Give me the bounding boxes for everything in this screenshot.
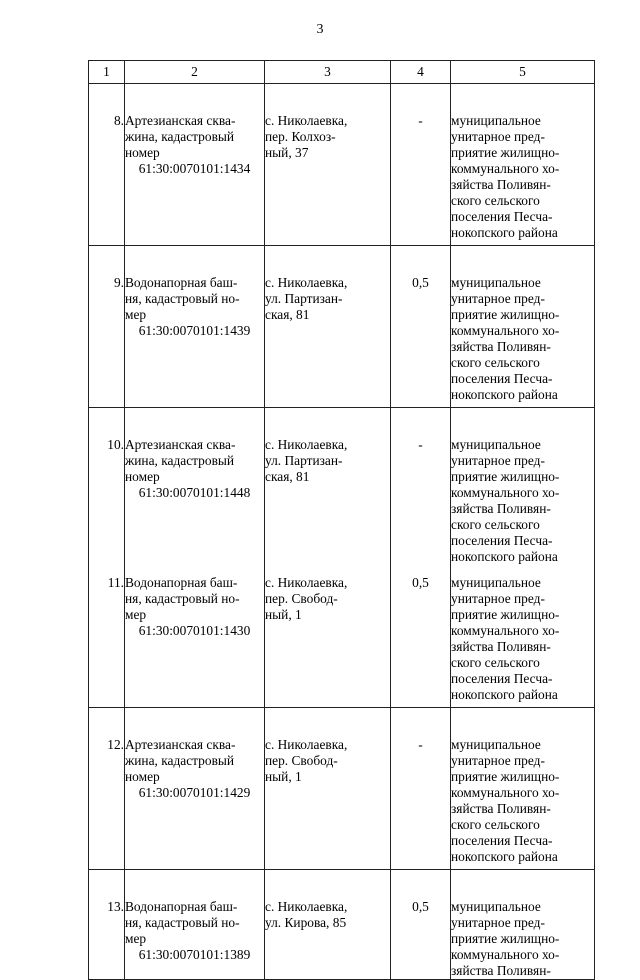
header-col-5: 5: [451, 61, 595, 84]
org-line: поселения Песча-: [451, 371, 553, 386]
object-value: 0,5: [391, 870, 451, 980]
address-line: с. Николаевка,: [265, 737, 348, 752]
address-line: ская, 81: [265, 307, 310, 322]
org-line: муниципальное: [451, 275, 541, 290]
org-line: унитарное пред-: [451, 129, 545, 144]
table-row: [89, 573, 595, 708]
name-line: жина, кадастровый: [125, 453, 235, 468]
object-address: [265, 246, 391, 408]
address-line: ская, 81: [265, 469, 310, 484]
address-line: ный, 1: [265, 769, 302, 784]
object-name: [125, 408, 265, 574]
table-row: [89, 246, 595, 408]
object-name: [125, 84, 265, 246]
holder-organization: [451, 246, 595, 408]
table-row: [89, 408, 595, 574]
org-line: ского сельского: [451, 355, 540, 370]
org-line: унитарное пред-: [451, 915, 545, 930]
row-number: 12.: [89, 708, 125, 870]
address-line: пер. Свобод-: [265, 591, 338, 606]
address-line: с. Николаевка,: [265, 575, 348, 590]
org-line: поселения Песча-: [451, 833, 553, 848]
object-value: -: [391, 84, 451, 246]
org-line: коммунального хо-: [451, 947, 560, 962]
name-line: ня, кадастровый но-: [125, 591, 240, 606]
object-address: [265, 84, 391, 246]
object-address: [265, 573, 391, 708]
header-col-4: 4: [391, 61, 451, 84]
name-line: мер: [125, 307, 147, 322]
name-line: мер: [125, 607, 147, 622]
name-line: Артезианская сква-: [125, 113, 236, 128]
org-line: коммунального хо-: [451, 785, 560, 800]
org-line: ского сельского: [451, 817, 540, 832]
org-line: нокопского района: [451, 387, 558, 402]
org-line: ского сельского: [451, 655, 540, 670]
header-col-2: 2: [125, 61, 265, 84]
object-name: [125, 246, 265, 408]
name-line: Водонапорная баш-: [125, 575, 238, 590]
name-line: 61:30:0070101:1439: [138, 323, 251, 338]
name-line: ня, кадастровый но-: [125, 291, 240, 306]
org-line: нокопского района: [451, 549, 558, 564]
org-line: муниципальное: [451, 737, 541, 752]
holder-organization: [451, 408, 595, 574]
name-line: Водонапорная баш-: [125, 899, 238, 914]
address-line: ный, 1: [265, 607, 302, 622]
name-line: мер: [125, 931, 147, 946]
address-line: с. Николаевка,: [265, 275, 348, 290]
org-line: муниципальное: [451, 113, 541, 128]
object-address: [265, 870, 391, 980]
org-line: унитарное пред-: [451, 453, 545, 468]
holder-organization: [451, 84, 595, 246]
name-line: жина, кадастровый: [125, 129, 235, 144]
object-address: [265, 408, 391, 574]
header-col-3: 3: [265, 61, 391, 84]
name-line: 61:30:0070101:1448: [138, 485, 251, 500]
row-number: 13.: [89, 870, 125, 980]
org-line: зяйства Поливян-: [451, 639, 551, 654]
object-name: [125, 708, 265, 870]
name-line: 61:30:0070101:1430: [138, 623, 251, 638]
name-line: жина, кадастровый: [125, 753, 235, 768]
address-line: ул. Кирова, 85: [265, 915, 347, 930]
header-col-1: 1: [89, 61, 125, 84]
org-line: приятие жилищно-: [451, 931, 560, 946]
address-line: ул. Партизан-: [265, 453, 343, 468]
address-line: пер. Колхоз-: [265, 129, 336, 144]
org-line: коммунального хо-: [451, 485, 560, 500]
address-line: ный, 37: [265, 145, 309, 160]
name-line: номер: [125, 145, 160, 160]
name-line: 61:30:0070101:1429: [138, 785, 251, 800]
table-row: [89, 708, 595, 870]
org-line: зяйства Поливян-: [451, 339, 551, 354]
name-line: Артезианская сква-: [125, 737, 236, 752]
org-line: муниципальное: [451, 437, 541, 452]
org-line: унитарное пред-: [451, 291, 545, 306]
address-line: с. Николаевка,: [265, 899, 348, 914]
org-line: приятие жилищно-: [451, 769, 560, 784]
table-header-row: [89, 61, 595, 84]
row-number: 8.: [89, 84, 125, 246]
org-line: поселения Песча-: [451, 533, 553, 548]
address-line: с. Николаевка,: [265, 113, 348, 128]
name-line: номер: [125, 469, 160, 484]
org-line: поселения Песча-: [451, 671, 553, 686]
org-line: нокопского района: [451, 225, 558, 240]
org-line: зяйства Поливян-: [451, 963, 551, 978]
org-line: унитарное пред-: [451, 591, 545, 606]
property-table: [88, 60, 595, 980]
holder-organization: [451, 870, 595, 980]
address-line: ул. Партизан-: [265, 291, 343, 306]
row-number: 10.: [89, 408, 125, 574]
address-line: с. Николаевка,: [265, 437, 348, 452]
name-line: 61:30:0070101:1389: [138, 947, 251, 962]
object-value: -: [391, 708, 451, 870]
row-number: 11.: [89, 573, 125, 708]
org-line: ского сельского: [451, 193, 540, 208]
name-line: Артезианская сква-: [125, 437, 236, 452]
org-line: поселения Песча-: [451, 209, 553, 224]
object-value: 0,5: [391, 573, 451, 708]
name-line: ня, кадастровый но-: [125, 915, 240, 930]
org-line: приятие жилищно-: [451, 145, 560, 160]
org-line: зяйства Поливян-: [451, 501, 551, 516]
object-name: [125, 870, 265, 980]
object-name: [125, 573, 265, 708]
org-line: муниципальное: [451, 575, 541, 590]
holder-organization: [451, 708, 595, 870]
org-line: муниципальное: [451, 899, 541, 914]
org-line: приятие жилищно-: [451, 469, 560, 484]
org-line: ского сельского: [451, 517, 540, 532]
page-number: 3: [316, 22, 324, 37]
org-line: нокопского района: [451, 849, 558, 864]
org-line: коммунального хо-: [451, 323, 560, 338]
name-line: Водонапорная баш-: [125, 275, 238, 290]
org-line: нокопского района: [451, 687, 558, 702]
object-value: 0,5: [391, 246, 451, 408]
name-line: 61:30:0070101:1434: [138, 161, 251, 176]
object-value: -: [391, 408, 451, 574]
table-row: [89, 870, 595, 980]
object-address: [265, 708, 391, 870]
name-line: номер: [125, 769, 160, 784]
table-row: [89, 84, 595, 246]
row-number: 9.: [89, 246, 125, 408]
org-line: зяйства Поливян-: [451, 801, 551, 816]
org-line: унитарное пред-: [451, 753, 545, 768]
org-line: коммунального хо-: [451, 161, 560, 176]
org-line: коммунального хо-: [451, 623, 560, 638]
address-line: пер. Свобод-: [265, 753, 338, 768]
org-line: приятие жилищно-: [451, 607, 560, 622]
org-line: зяйства Поливян-: [451, 177, 551, 192]
holder-organization: [451, 573, 595, 708]
org-line: приятие жилищно-: [451, 307, 560, 322]
